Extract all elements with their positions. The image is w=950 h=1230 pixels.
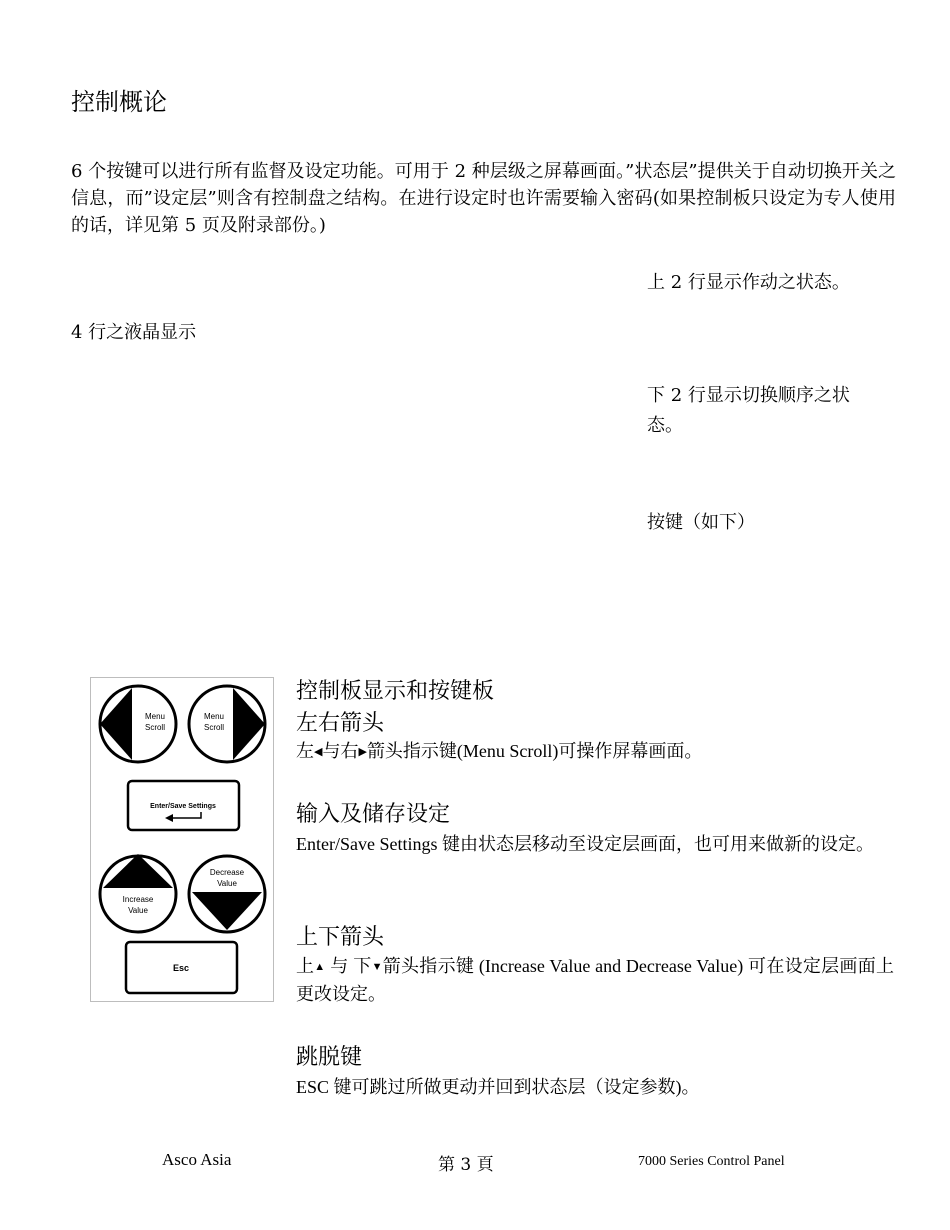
esc-button [126,942,237,993]
lcd-display-label: 4 行之液晶显示 [71,322,197,343]
lr-text-a: 左 [296,741,314,761]
lr-arrows-heading: 左右箭头 [296,711,385,736]
ud-arrows-heading: 上下箭头 [296,925,385,950]
ud-text-c: 箭头指示键 (Increase Value and Decrease Value) 可在设定层画面上更改设定。 [296,956,894,1004]
esc-label: Esc [172,963,190,973]
note-keys: 按键（如下） [647,512,755,533]
enter-save-label: Enter/Save Settings [150,803,216,810]
esc-heading: 跳脱键 [296,1045,363,1070]
right-arrow-button [189,686,265,762]
keypad-heading: 控制板显示和按键板 [296,679,495,704]
footer-page-number: 第 3 頁 [438,1155,494,1175]
footer-product: 7000 Series Control Panel [638,1154,785,1169]
esc-text: ESC 键可跳过所做更动并回到状态层（设定参数)。 [296,1077,700,1097]
keypad-drawing [91,678,273,1001]
intro-paragraph: 6 个按键可以进行所有监督及设定功能。可用于 2 种层级之屏幕画面。”状态层”提供关于自动切换开关之信息，而”设定层”则含有控制盘之结构。在进行设定时也许需要输入密码(如果控制板只设定为专人使用的话，详见第 5 页及附录部份。) [71,161,896,236]
down-small-arrow-icon: ▼ [371,961,383,973]
increase-label-2: Value [128,906,148,915]
left-arrow-button [100,686,176,762]
lr-text-c: 箭头指示键(Menu Scroll)可操作屏幕画面。 [366,741,703,761]
right-menu-label: Menu [203,712,225,721]
increase-value-button [100,854,176,932]
left-small-arrow-icon: ◀ [314,746,323,758]
keypad-illustration [90,677,274,1002]
decrease-value-button [189,856,265,932]
decrease-label-1: Decrease [209,868,245,877]
decrease-label-2: Value [217,879,237,888]
right-scroll-label: Scroll [203,723,225,732]
note-bottom-rows: 下 2 行显示切换顺序之状态。 [647,385,850,436]
up-small-arrow-icon: ▲ [314,961,326,973]
left-menu-label: Menu [144,712,166,721]
enter-text: Enter/Save Settings 键由状态层移动至设定层画面，也可用来做新的设定。 [296,834,874,854]
lr-text-b: 与右 [322,741,359,761]
ud-arrows-text [296,953,894,1008]
left-scroll-label: Scroll [144,723,166,732]
note-top-rows: 上 2 行显示作动之状态。 [647,272,850,293]
page-title: 控制概论 [71,88,167,116]
enter-save-button [128,781,239,830]
footer-company: Asco Asia [162,1150,232,1169]
right-small-arrow-icon: ▶ [358,746,367,758]
lr-arrows-text [296,738,894,766]
ud-text-a: 上 [296,956,315,976]
enter-heading: 输入及储存设定 [296,802,451,827]
increase-label-1: Increase [122,895,154,904]
ud-text-b: 与 下 [325,956,372,976]
